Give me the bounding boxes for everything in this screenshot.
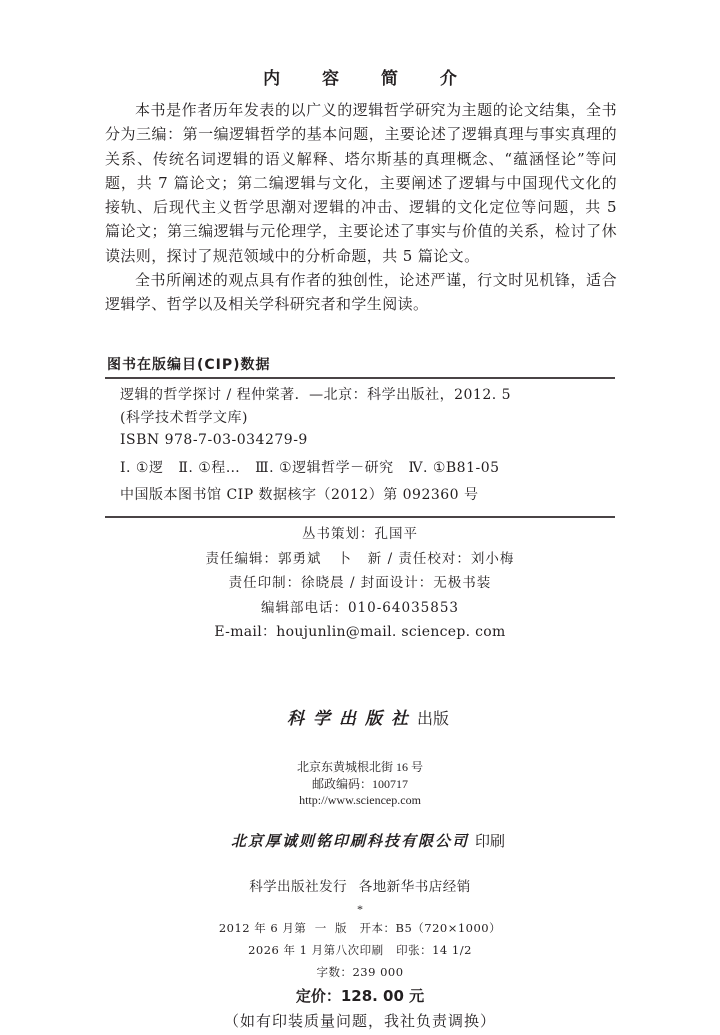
editorial-phone: 编辑部电话：010-64035853 bbox=[260, 599, 460, 616]
quality-notice: （如有印装质量问题，我社负责调换） bbox=[223, 1013, 496, 1030]
printer-name: 北京厚诚则铭印刷科技有限公司 bbox=[230, 833, 469, 850]
printing-and-cover: 责任印制：徐晓晨 / 封面设计：无极书装 bbox=[228, 575, 492, 591]
reprint-line: 2026 年 1 月第八次印刷 印张：14 1/2 bbox=[248, 942, 472, 957]
cip-title-line: 逻辑的哲学探讨 / 程仲棠著．—北京：科学出版社，2012. 5 bbox=[120, 387, 512, 403]
cip-top-rule bbox=[105, 377, 615, 379]
summary-block bbox=[105, 98, 617, 317]
cip-classification-line: Ⅰ. ①逻 Ⅱ. ①程… Ⅲ. ①逻辑哲学－研究 Ⅳ. ①B81-05 bbox=[120, 459, 500, 476]
editors: 责任编辑：郭勇斌 卜 新 / 责任校对：刘小梅 bbox=[205, 550, 515, 567]
series-planner: 丛书策划：孔国平 bbox=[302, 526, 418, 542]
cip-isbn-line: ISBN 978-7-03-034279-9 bbox=[120, 432, 308, 448]
cip-bottom-rule bbox=[105, 516, 615, 518]
credits-block bbox=[0, 522, 720, 645]
summary-paragraph: 全书所阐述的观点具有作者的独创性，论述严谨，行文时见机锋，适合逻辑学、哲学以及相关学科研究者和学生阅读。 bbox=[105, 271, 617, 314]
first-edition-line: 2012 年 6 月第 一 版 开本：B5（720×1000） bbox=[218, 920, 502, 935]
distribution-line: 科学出版社发行 各地新华书店经销 bbox=[249, 878, 471, 894]
word-count-line: 字数：239 000 bbox=[316, 964, 404, 979]
cip-series-line: (科学技术哲学文库) bbox=[120, 409, 248, 426]
separator-star: * bbox=[357, 901, 363, 916]
price-line: 定价：128. 00 元 bbox=[295, 986, 425, 1005]
summary-paragraph: 本书是作者历年发表的以广义的逻辑哲学研究为主题的论文结集，全书分为三编：第一编逻辑哲学的基本问题，主要论述了逻辑真理与事实真理的关系、传统名词逻辑的语义解释、塔尔斯基的真理概念、“蕴涵怪论”等问题，共 7 篇论文；第二编逻辑与文化，主要阐述了逻辑与中国现代文化的接轨、后现代主义哲学思潮对逻辑的冲击、逻辑的文化定位等问题，共 5 篇论文；第三编逻辑与元伦理学，主要论述了事实与价值的关系，检讨了休谟法则，探讨了规范领域中的分析命题，共 5 篇论文。 bbox=[105, 101, 617, 265]
editorial-email: E-mail：houjunlin@mail. sciencep. com bbox=[214, 624, 506, 640]
publisher-postcode: 邮政编码：100717 bbox=[311, 776, 408, 791]
cip-record bbox=[120, 384, 511, 507]
publisher-name: 科学出版社 bbox=[286, 709, 417, 728]
publisher-name-suffix: 出版 bbox=[416, 711, 449, 728]
printer-suffix: 印刷 bbox=[475, 833, 506, 850]
publisher-address: 北京东黄城根北街 16 号 bbox=[296, 760, 423, 774]
cip-heading: 图书在版编目(CIP)数据 bbox=[107, 357, 271, 373]
publisher-block bbox=[0, 680, 720, 1035]
cip-record-number-line: 中国版本图书馆 CIP 数据核字（2012）第 092360 号 bbox=[120, 487, 479, 503]
page-title: 内 容 简 介 bbox=[263, 69, 475, 89]
publisher-url: http://www.sciencep.com bbox=[299, 793, 421, 807]
